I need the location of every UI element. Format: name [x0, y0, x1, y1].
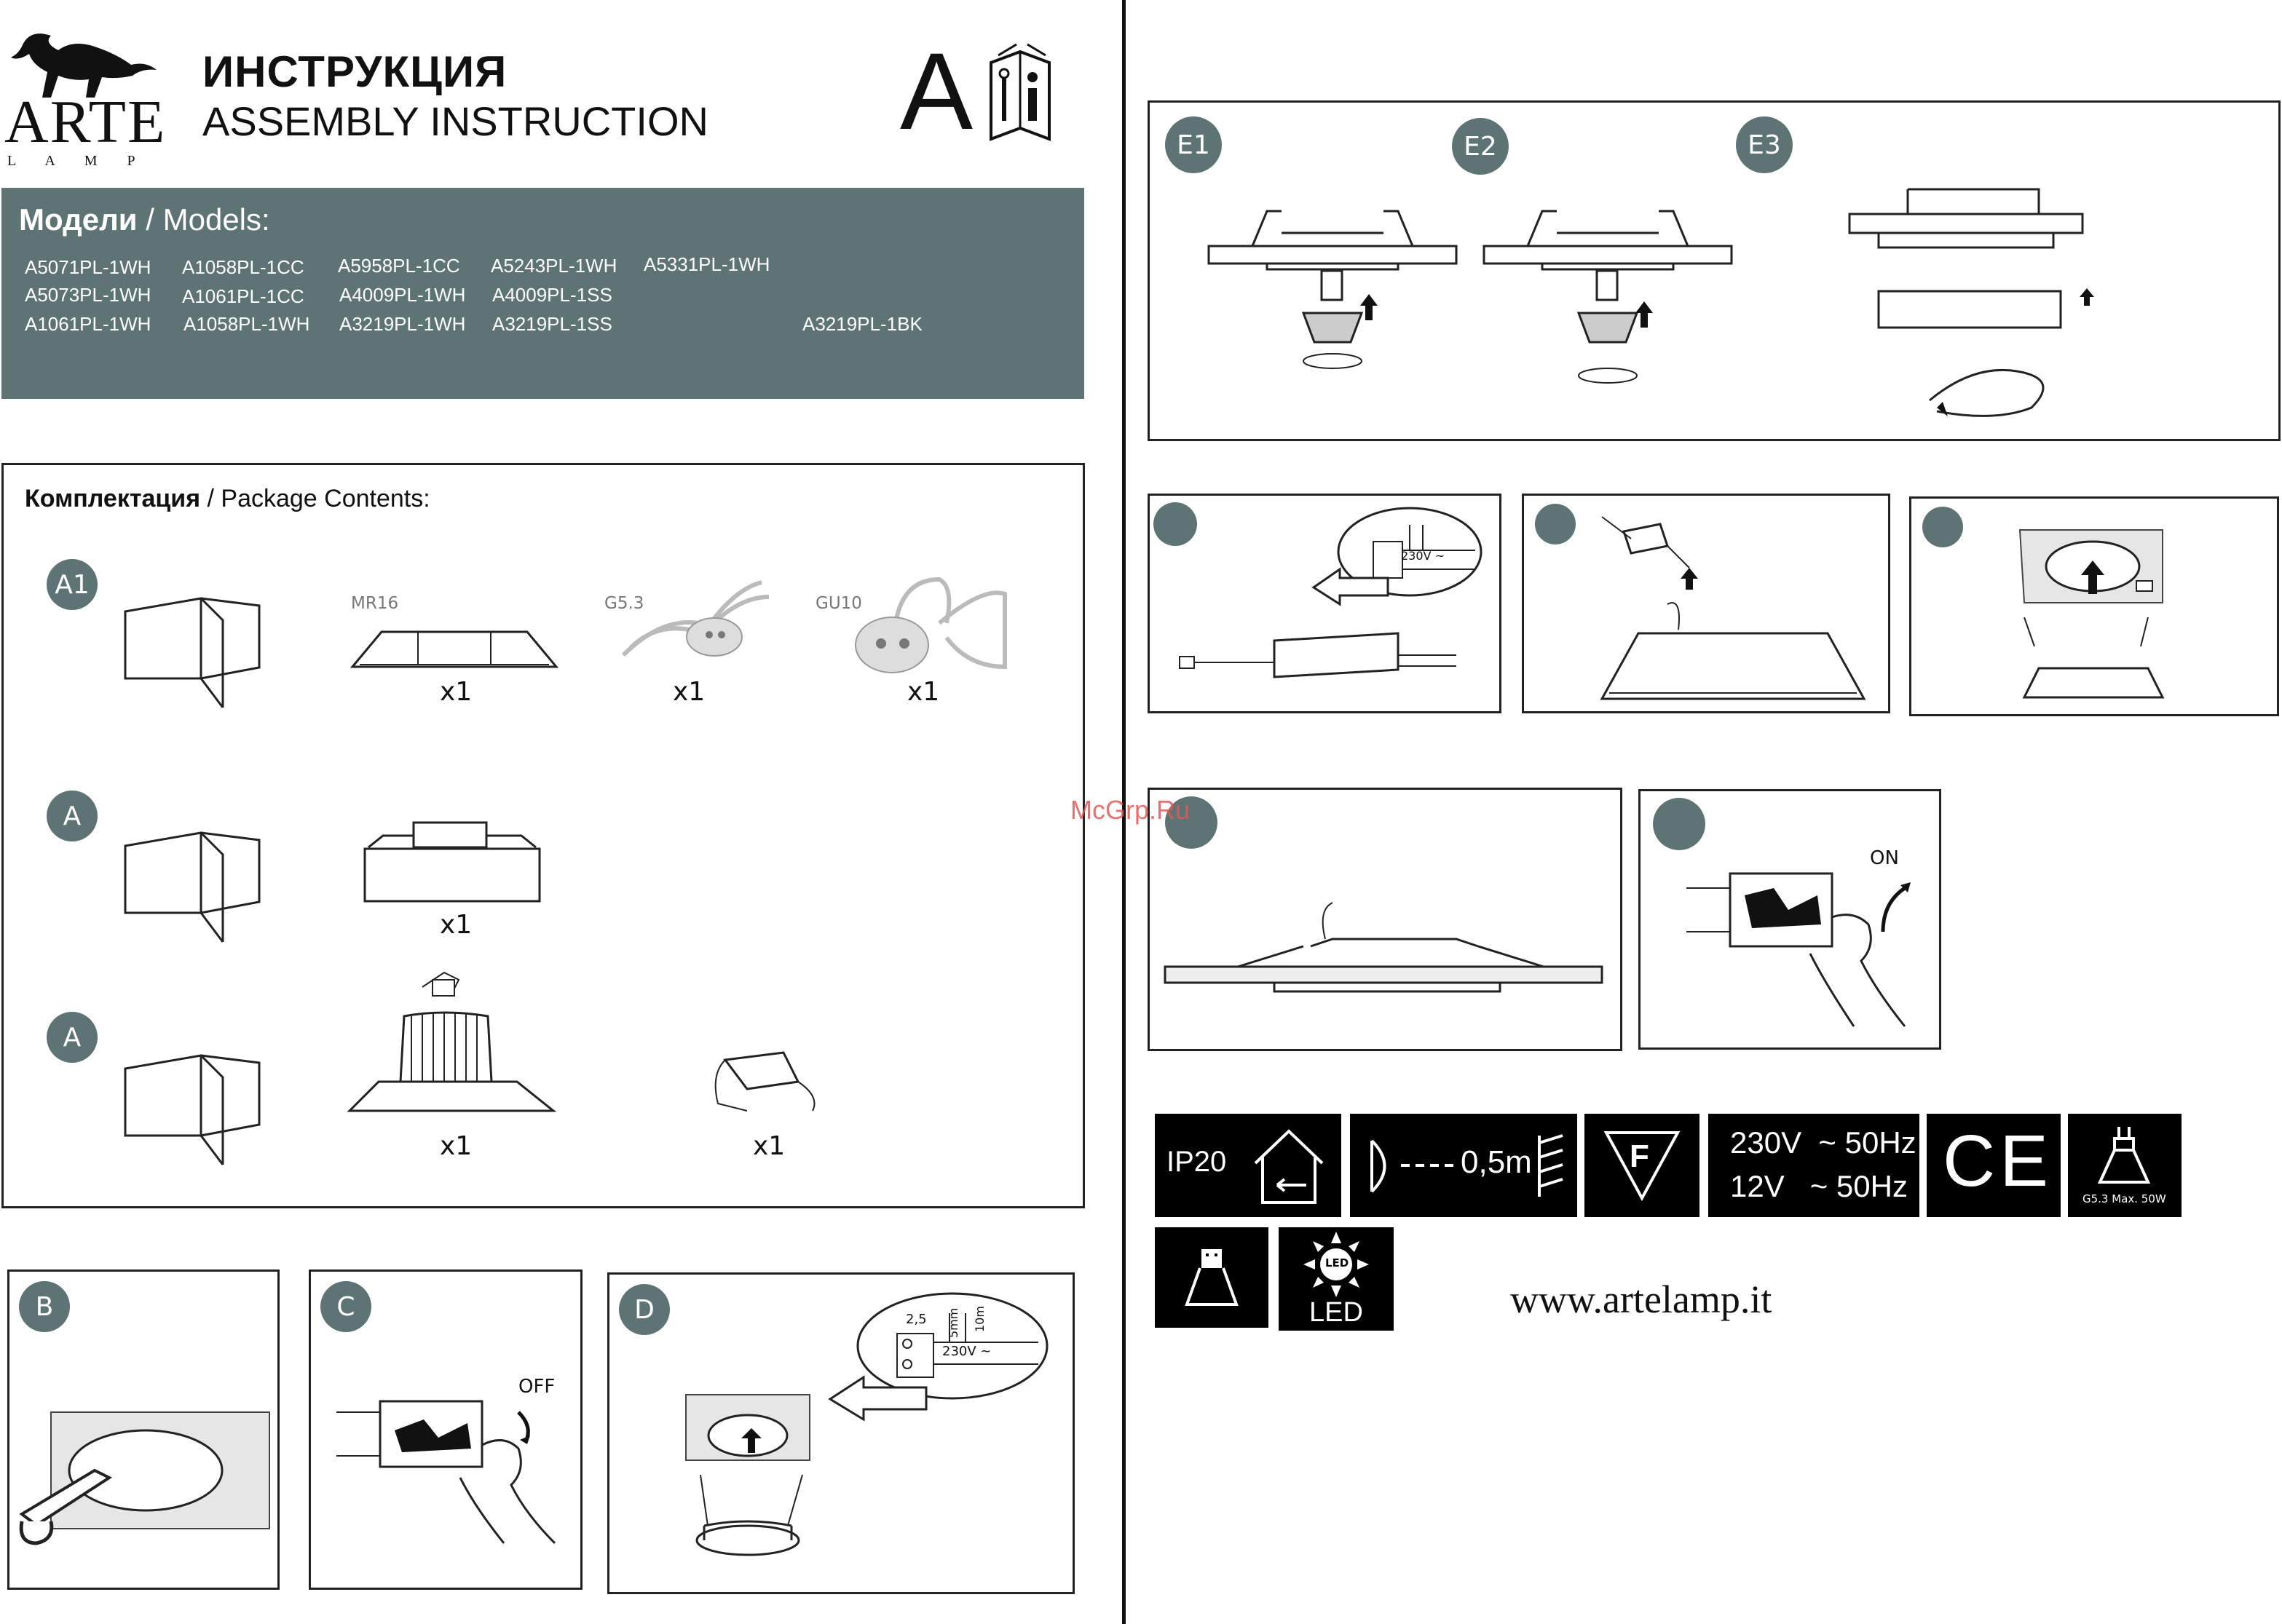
f-mark-text: F	[1630, 1138, 1649, 1174]
gu10-label: GU10	[816, 594, 862, 613]
ip-rating-tile	[1155, 1114, 1341, 1217]
gu10-lamp-icon	[1184, 1246, 1239, 1312]
gu10-socket-icon	[837, 572, 1012, 681]
step-badge: E1	[1165, 116, 1222, 173]
model-code: A3219PL-1SS	[492, 313, 612, 335]
lamp-type-tile	[2068, 1114, 2182, 1217]
switch-off-hand-icon	[336, 1398, 577, 1565]
model-code: A4009PL-1WH	[339, 284, 466, 306]
led-small-text: LED	[1325, 1256, 1349, 1270]
step-badge: A	[47, 1012, 98, 1063]
item-count: x1	[440, 910, 473, 940]
model-code: A1061PL-1CC	[182, 285, 304, 307]
g53-label: G5.3	[604, 594, 644, 613]
model-code: A5331PL-1WH	[644, 253, 770, 275]
step-badge: A1	[47, 559, 98, 610]
dashed-line-icon	[1401, 1162, 1459, 1169]
led-module-icon	[342, 973, 561, 1118]
website-link[interactable]: www.artelamp.it	[1510, 1278, 1772, 1321]
distance-tile	[1350, 1114, 1577, 1217]
mr16-frame-icon	[352, 625, 556, 676]
square-fixture-icon	[361, 823, 543, 903]
module-install-icon	[1849, 189, 2112, 422]
model-code: A3219PL-1WH	[339, 313, 466, 335]
blank-step-badge	[1153, 502, 1197, 546]
item-count: x1	[907, 677, 940, 707]
driver-icon	[1180, 626, 1456, 684]
connect-driver-icon	[1587, 502, 1879, 706]
terminal-voltage: 230V ~	[1401, 549, 1445, 563]
model-code: A5073PL-1WH	[25, 284, 151, 306]
mounted-fixture-icon	[1165, 881, 1609, 1005]
arrow-left-icon	[1311, 569, 1391, 606]
manual-book-icon	[987, 41, 1053, 143]
voltage-line-1: 230V ~ 50Hz	[1730, 1125, 1916, 1160]
surface-hatch-icon	[1535, 1133, 1567, 1200]
led-tile	[1279, 1227, 1394, 1331]
box-icon	[121, 825, 267, 942]
step-badge: E3	[1736, 116, 1793, 173]
model-code: A1058PL-1WH	[183, 313, 310, 335]
distance-text: 0,5m	[1461, 1144, 1532, 1180]
step-badge: C	[320, 1281, 371, 1332]
package-heading-ru: Комплектация	[25, 485, 201, 512]
arrow-left-icon	[827, 1377, 929, 1421]
step-badge: D	[619, 1284, 670, 1335]
blank-step-badge	[1535, 504, 1576, 544]
blank-step-badge	[1653, 798, 1705, 850]
on-label: ON	[1870, 847, 1899, 869]
step-badge: B	[19, 1281, 70, 1332]
model-code: A3219PL-1BK	[802, 313, 923, 335]
wire-gauge: 2,5	[906, 1312, 927, 1327]
item-count: x1	[673, 677, 706, 707]
g53-socket-icon	[616, 575, 783, 670]
brand-name: ARTE	[4, 88, 167, 156]
panel-insert-icon	[2017, 523, 2250, 705]
models-heading-en: Models:	[162, 202, 270, 237]
model-code: A5071PL-1WH	[25, 256, 151, 278]
models-heading	[19, 202, 270, 237]
package-heading	[25, 485, 430, 513]
mr16-label: MR16	[351, 594, 399, 613]
switch-on-hand-icon	[1686, 866, 1934, 1034]
model-code: A5958PL-1CC	[338, 255, 460, 277]
led-label: LED	[1309, 1297, 1363, 1328]
models-heading-ru: Модели	[19, 202, 138, 237]
step-badge: E2	[1452, 118, 1509, 175]
ce-tile	[1927, 1114, 2061, 1217]
mr16-install-icon	[1209, 204, 1456, 393]
voltage-tile	[1708, 1114, 1919, 1217]
watermark: McGrp.Ru	[1070, 795, 1191, 825]
title-en: ASSEMBLY INSTRUCTION	[202, 98, 708, 144]
box-icon	[121, 1048, 267, 1165]
model-code: A5243PL-1WH	[491, 255, 617, 277]
item-count: x1	[440, 677, 473, 707]
driver-icon	[703, 1045, 827, 1118]
package-heading-en: Package Contents:	[221, 485, 430, 512]
item-count: x1	[440, 1131, 473, 1161]
step-badge: A	[47, 791, 98, 841]
off-label: OFF	[518, 1376, 556, 1398]
brand-subtitle: L A M P	[7, 153, 149, 169]
fixture-insert-icon	[664, 1395, 824, 1577]
f-mark-tile	[1584, 1114, 1699, 1217]
terminal-voltage: 230V ~	[942, 1344, 992, 1359]
house-icon	[1248, 1127, 1330, 1207]
model-code: A1058PL-1CC	[182, 256, 304, 278]
cable-length: 10m	[973, 1306, 987, 1332]
voltage-line-2: 12V ~ 50Hz	[1730, 1169, 1908, 1203]
model-code: A1061PL-1WH	[25, 313, 151, 335]
package-heading-sep: /	[200, 485, 221, 512]
box-icon	[121, 591, 267, 708]
item-count: x1	[753, 1131, 786, 1161]
strip-length: 5mm	[947, 1307, 960, 1338]
lamp-tile	[1155, 1227, 1268, 1328]
ip-rating-text: IP20	[1166, 1146, 1227, 1178]
gu10-install-icon	[1484, 204, 1732, 393]
blank-step-badge	[1922, 507, 1963, 547]
models-heading-sep: /	[137, 202, 163, 237]
doc-letter: A	[900, 30, 974, 152]
title-ru: ИНСТРУКЦИЯ	[202, 47, 508, 96]
lamp-distance-icon	[1365, 1137, 1401, 1195]
ce-mark: CE	[1943, 1120, 2053, 1202]
model-code: A4009PL-1SS	[492, 284, 612, 306]
g53-lamp-icon	[2097, 1124, 2151, 1189]
ceiling-cut-icon	[22, 1398, 277, 1543]
lamp-note: G5.3 Max. 50W	[2082, 1192, 2166, 1205]
